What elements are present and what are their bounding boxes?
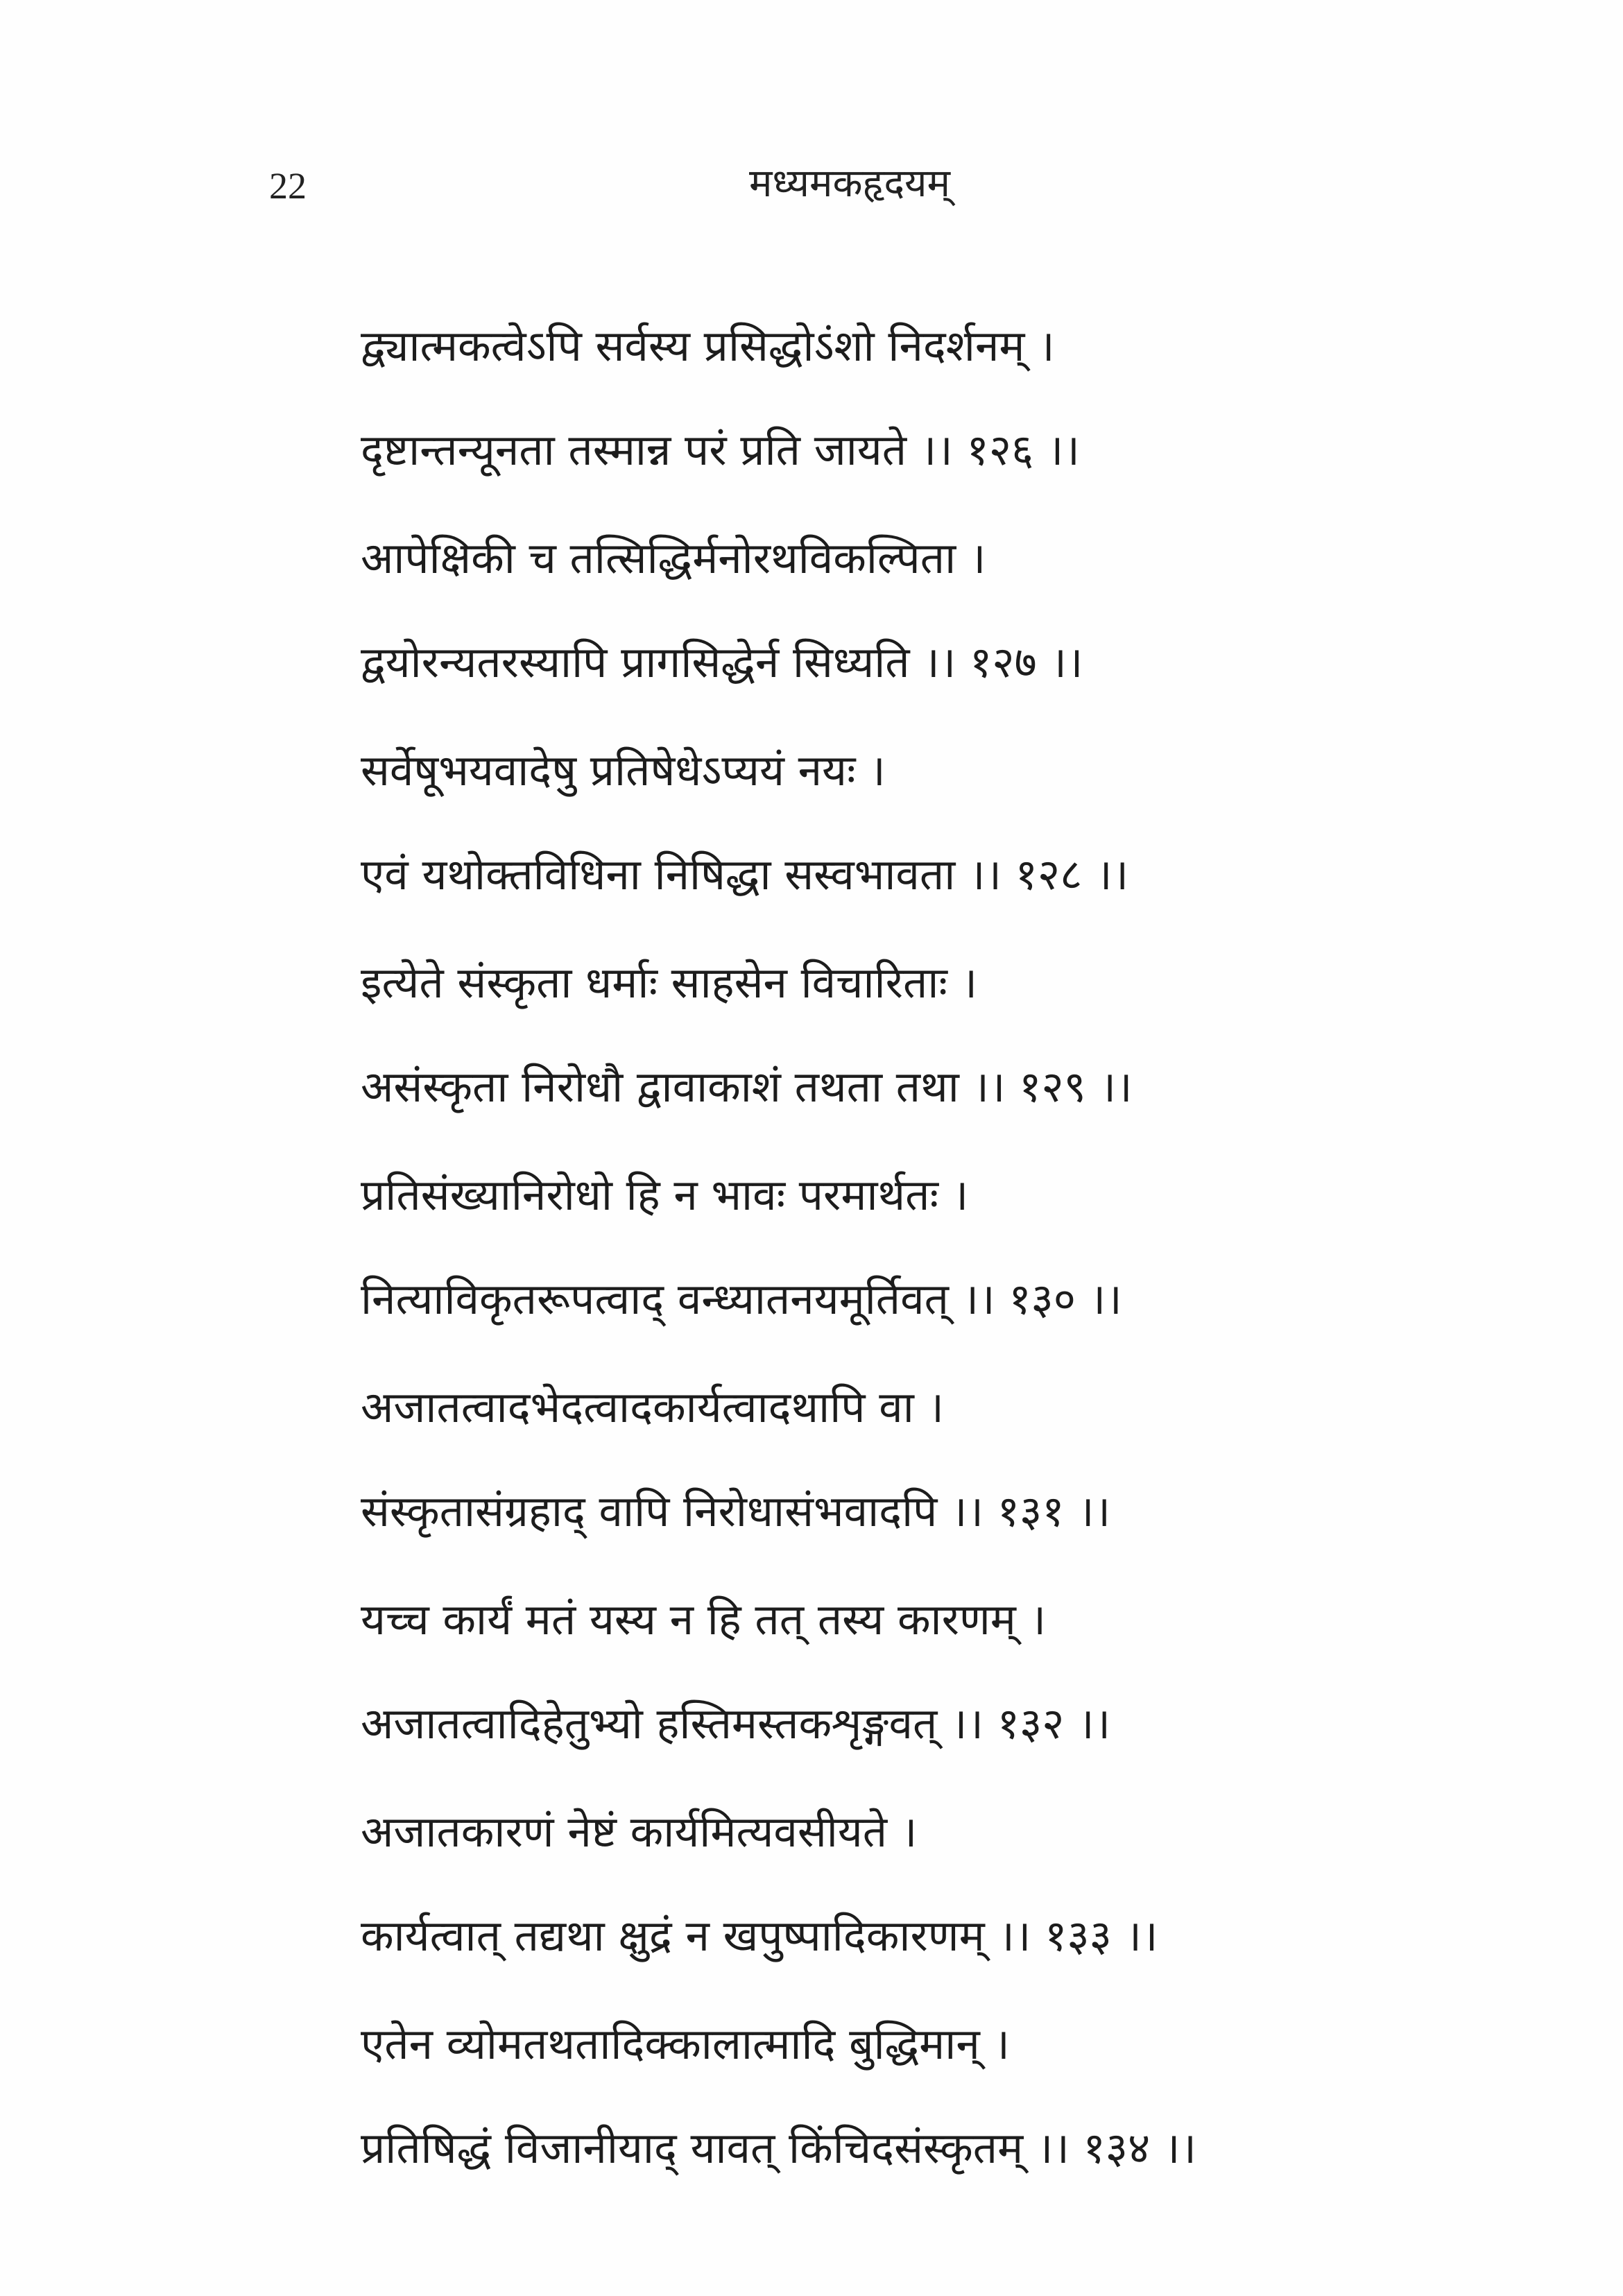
verse-line: एतेन व्योमतथतादिक्कालात्मादि बुद्धिमान् । [361,2019,1010,2069]
verse-line: अजातत्वादिहेतुभ्यो हस्तिमस्तकशृङ्गवत् ।। १३२ ।। [361,1698,1111,1749]
verse-line: दृष्टान्तन्यूनता तस्मान्न परं प्रति जायते ।। १२६ ।। [361,425,1080,475]
verse-line: कार्यत्वात् तद्यथा क्षुद्रं न खपुष्पादिकारणम् ।। १३३ ।। [361,1910,1158,1961]
verse-line: आपेक्षिकी च तत्सिद्धिर्मनोरथविकल्पिता । [361,533,986,583]
verse-line: द्व्यात्मकत्वेऽपि सर्वस्य प्रसिद्धोऽंशो निदर्शनम् । [361,320,1055,371]
verse-128 [361,737,1554,909]
page-number: 22 [269,165,307,207]
verse-line: सर्वेषूभयवादेषु प्रतिषेधेऽप्ययं नयः । [361,745,886,796]
verse-127 [361,524,1554,696]
verse-line: असंस्कृता निरोधौ द्वावाकाशं तथता तथा ।। १२९ ।। [361,1061,1133,1112]
running-title: मध्यमकहृदयम् [749,161,951,206]
verse-129 [361,949,1554,1121]
verse-block [361,312,1554,2222]
verse-line: एवं यथोक्तविधिना निषिद्धा सस्वभावता ।। १२८ ।। [361,849,1129,900]
verse-line: प्रतिसंख्यानिरोधो हि न भावः परमार्थतः । [361,1170,969,1220]
verse-line: संस्कृतासंग्रहाद् वापि निरोधासंभवादपि ।। १३१ ।। [361,1486,1111,1536]
verse-line: इत्येते संस्कृता धर्माः साहसेन विचारिताः । [361,957,978,1008]
verse-134 [361,2010,1554,2182]
verse-131 [361,1373,1554,1545]
verse-line: प्रतिषिद्धं विजानीयाद् यावत् किंचिदसंस्कृतम् ।। १३४ ।। [361,2123,1196,2173]
verse-line: अजातत्वादभेदत्वादकार्यत्वादथापि वा । [361,1382,944,1432]
verse-line: अजातकारणं नेष्टं कार्यमित्यवसीयते । [361,1806,918,1857]
verse-line: यच्च कार्यं मतं यस्य न हि तत् तस्य कारणम् । [361,1594,1047,1645]
verse-133 [361,1798,1554,1970]
verse-130 [361,1161,1554,1333]
verse-132 [361,1586,1554,1758]
verse-126 [361,312,1554,484]
verse-line: नित्याविकृतरूपत्वाद् वन्ध्यातनयमूर्तिवत् ।। १३० ।। [361,1274,1122,1324]
verse-line: द्वयोरन्यतरस्यापि प्रागसिद्धेर्न सिध्यति ।। १२७ ।। [361,637,1083,687]
